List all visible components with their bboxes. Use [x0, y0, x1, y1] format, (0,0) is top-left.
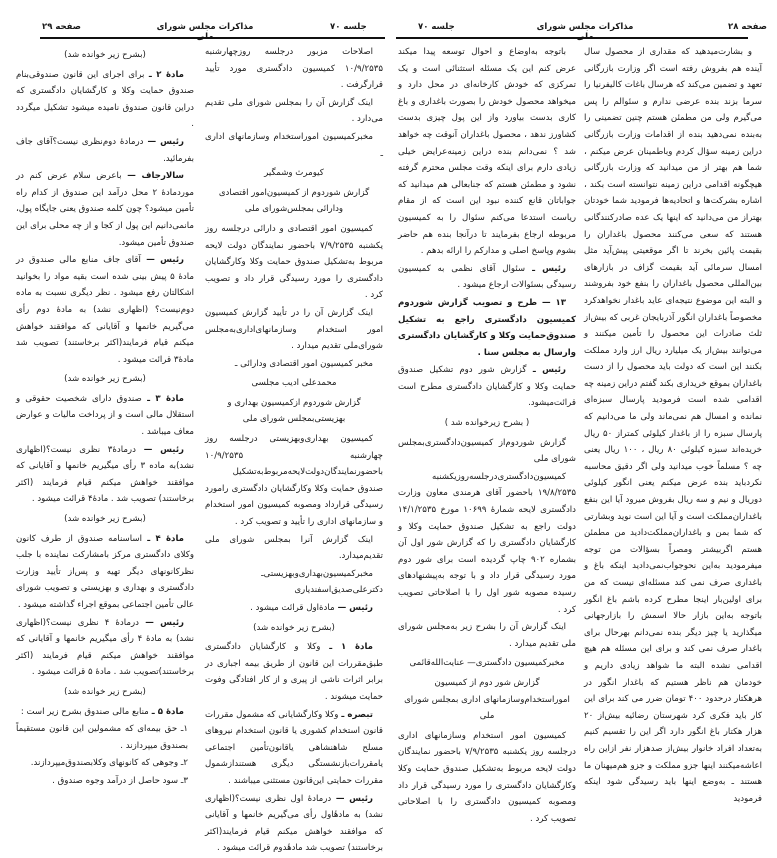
- paragraph-text: اینک گزارش آنرا بمجلس شورای ملی تقدیم‌میدارد.: [205, 534, 383, 562]
- paragraph-text: ۱۳ — طرح و تصویب گزارش شوردوم کمیسیون دادگستری راجع به تشکیل صندوق‌حمایت وکلا و کارگشایان دادگستری وارسال به مجلس سنا .: [398, 297, 576, 358]
- paragraph: [205, 305, 383, 355]
- paragraph-text: مادةاول قرائت میشود .: [250, 603, 335, 613]
- paragraph: [16, 755, 194, 772]
- paragraph: [16, 721, 194, 754]
- session-number: جلسه ۷۰: [418, 22, 455, 32]
- section-heading: [398, 295, 576, 361]
- paragraph-text: وکلا و کارگشایان دادگستری طبق‌مقررات این قانون از طریق بیمه اجباری در برابر اثرات ناشی از پیری و از کار افتادگی وفوت حمایت میشوند .: [205, 642, 383, 702]
- running-title: مذاکرات مجلس شورای: [536, 22, 634, 32]
- speaker-label: رئیس —: [331, 793, 373, 804]
- speaker-label: مادهٔ ۳ ـ: [141, 393, 184, 404]
- paragraph-text: ( بشرح زیرخوانده شد ): [444, 418, 530, 429]
- speaker-label: مادهٔ ۲ ـ: [144, 69, 185, 80]
- paragraph-text: مخبرکمیسیون‌بهداری‌وبهزیستی‌ـ دکترعلی‌صدیق‌اسفندیاری: [261, 568, 383, 596]
- paragraph: [205, 532, 383, 565]
- paragraph-text: کیومرث وشمگیر: [264, 168, 324, 179]
- paragraph-text: درمادهٔ ۴ نظری نیست؟(اظهاری نشد) به مادهٔ ۴ رأی میگیریم خانمها و آقایانی که موافقند خواهش میکنم قیام فرمایند (اکثر برخاستند)تصویب شد . مادهٔ ۵ قرائت میشود .: [16, 617, 194, 678]
- paragraph-text: اینک گزارش آن را بمجلس شورای ملی تقدیم می‌دارد .: [205, 97, 383, 125]
- paragraph-text: کمیسیون بهداری‌وبهزیستی درجلسه روز چهارشنبه ۱۰/۹/۲۵۳۵ باحضورنمایندگان‌دولت‌لایحه‌مربوط‌به‌تشکیل صندوق حمایت وکلا وکارگشایان دادگستری رامورد رسیدگی قرارداد ومصوبه کمیسیون امور استخدام و سازمانهای اداری را تأیید و تصویب کرد .: [205, 434, 383, 528]
- paragraph: [205, 44, 383, 94]
- paragraph-text: منابع مالی صندوق بشرح زیر است :: [20, 706, 149, 717]
- paragraph-text: مخبرکمیسیون دادگستری— عنایت‌الله‌قائمی: [409, 658, 565, 669]
- paragraph-text: مخبرکمیسیون اموراستخدام وسازمانهای اداری ـ: [205, 131, 383, 159]
- text-column-left: [16, 44, 194, 791]
- paragraph-text: (بشرح زیر خوانده شد): [64, 686, 146, 697]
- paragraph: [584, 44, 762, 807]
- speaker-label: رئیس ـ: [525, 263, 566, 274]
- speaker-label: رئیس ـ: [526, 365, 566, 376]
- speaker-label: سالارجاف —: [121, 171, 184, 182]
- speaker-label: تبصره ـ: [338, 709, 374, 720]
- paragraph-text: آقای جاف منابع مالی صندوق در مادهٔ ۵ پیش بینی شده است بقیه مواد را بخوانید اشکالتان رفع میشود . نظر دیگری نسبت به ماده دوم‌نیست؟ (اظهاری نشد) به مادهٔ دوم رأی می‌گیریم خانمها و آقایانی که موافقند خواهش میکنم قیام فرمایند(اکثر برخاستند) تصویب شد مادهٔ۳ قرائت میشود .: [16, 255, 194, 365]
- paragraph: [16, 773, 194, 790]
- paragraph-text: گزارش شوردوم‌از کمیسیون‌دادگستری‌بمجلس شورای ملی: [398, 437, 576, 465]
- paragraph-text: گزارش شوردوم ازکمیسیون بهداری و بهزیستی‌بمجلس شورای ملی: [227, 397, 361, 425]
- centered-line: [205, 620, 383, 637]
- running-title: مذاکرات مجلس شورای: [156, 22, 254, 32]
- paragraph: [16, 615, 194, 681]
- header-rule: [396, 37, 748, 39]
- centered-line: [16, 684, 194, 701]
- paragraph-text: سئوال آقای نظمی به کمیسیون رسیدگی بسئوالات ارجاع میشود .: [398, 263, 576, 291]
- speaker-label: مادهٔ ۵ ـ: [148, 706, 184, 717]
- paragraph-text: اینک گزارش آن را در تأیید گزارش کمیسیون امور استخدام وسازمانهای‌اداری‌به‌مجلس شورای‌ملی تقدیم میدارد .: [205, 307, 383, 352]
- page-number: صفحه ۲۸: [728, 22, 767, 32]
- paragraph-text: ۳ـ سود حاصل از درآمد وجوه صندوق .: [52, 775, 188, 786]
- centered-line: [398, 655, 576, 672]
- paragraph-text: برای اجرای این قانون صندوقی‌بنام صندوق حمایت وکلا و کارگشایان دادگستری که دراین قانون صندوق نامیده میشود تشکیل میگردد .: [16, 69, 194, 130]
- paragraph: [205, 600, 383, 617]
- paragraph: [205, 639, 383, 705]
- paragraph: [205, 566, 383, 599]
- paragraph: [16, 252, 194, 368]
- speaker-label: رئیس —: [334, 603, 373, 613]
- paragraph: [205, 129, 383, 162]
- centered-line: [16, 511, 194, 528]
- paragraph: [16, 704, 194, 721]
- paragraph-text: ۲ـ وجوهی که کانونهای وکلابصندوق‌میپردازند.: [30, 758, 188, 769]
- paragraph: [205, 707, 383, 790]
- paragraph: [398, 44, 576, 260]
- centered-line: [16, 47, 194, 64]
- paragraph-text: محمدعلی ادیب مجلسی: [251, 378, 337, 389]
- paragraph-text: کمیسیون امور اقتصادی و دارائی درجلسه روز یکشنبه ۷/۹/۲۵۳۵ باحضور نمایندگان دولت لایحه مربوط به‌تشکیل صندوق حمایت وکلا وکارگشایان دادگستری را مورد رسیدگی قرار داد و تصویب کرد .: [205, 223, 383, 301]
- paragraph: [398, 728, 576, 828]
- paragraph: [398, 619, 576, 652]
- paragraph: [398, 435, 576, 468]
- speaker-label: رئیس —: [143, 136, 184, 147]
- session-number: جلسه ۷۰: [330, 22, 367, 32]
- centered-line: [398, 415, 576, 432]
- text-column-right: [584, 44, 762, 808]
- header-rule: [40, 37, 385, 39]
- centered-line: [398, 675, 576, 725]
- page-29: [0, 0, 390, 854]
- paragraph-text: کمیسیون امور استخدام وسازمانهای اداری درجلسه روز یکشنبه ۷/۹/۲۵۳۵ باحضور نمایندگان دولت لایحه مربوط به‌تشکیل صندوق حمایت وکلا وکارگشایان دادگستری را مورد رسیدگی قرار داد ومصوبه کمیسیون دادگستری را با اصلاحاتی تصویب کرد .: [398, 730, 576, 824]
- speaker-label: رئیس —: [140, 255, 184, 266]
- paragraph-text: درمادهٔ۳ نظری نیست؟(اظهاری نشد)به ماده ۳ رأی میگیریم خانمها و آقایانی که موافقند خواهش میکنم قیام فرمایند (اکثر برخاستند) تصویب شد . مادهٔ۴ قرائت میشود .: [16, 444, 194, 505]
- paragraph-text: ۱ـ حق بیمه‌ای که مشمولین این قانون مستقیماً بصندوق میپردازند .: [16, 724, 188, 751]
- paragraph-text: اینک گزارش آن را بشرح زیر به‌مجلس شورای ملی تقدیم میدارد .: [398, 622, 576, 649]
- paragraph: [16, 531, 194, 614]
- paragraph: [205, 431, 383, 531]
- centered-line: [205, 165, 383, 182]
- text-column-left: [398, 44, 576, 828]
- paragraph-text: باعرض سلام عرض کنم در موردمادهٔ ۲ محل درآمد این صندوق از کدام راه تأمین میشود؟ چون کلمه صندوق یعنی جایگاه پول، مانمی‌دانیم این پول از کجا و از چه محلی برای این صندوق تأمین میشود.: [16, 171, 194, 248]
- speaker-label: رئیس —: [138, 617, 184, 628]
- paragraph: [205, 356, 383, 373]
- page-number: صفحه ۲۹: [42, 22, 81, 32]
- paragraph-text: (بشرح زیر خوانده شد): [253, 622, 335, 633]
- paragraph-text: باتوجه به‌اوضاع و احوال توسعه پیدا میکند عرض کنم این یک مسئله استثنائی است و یک تمرکزی که خودش کارخانه‌ای در محل دارد و میخواهد محصول خودش را بصورت باغداری و باغ کاری بدست بیاورد واز این پول چیزی بدست کشاورز ندهد ، محصول باغداران آنوقت چه خواهد شد ؟ نمی‌دانم بنده دراین زمینه‌عرایض خیلی زیادی دارم برای اینکه وقت مجلس محترم گرفته نشود و مطمئن هستم که جنابعالی هم میدانید که جواباتان قانع کننده نبود این است که از مقام ریاست استدعا می‌کنم سئوال را به کمیسیون مربوطه ارجاع بفرمایند تا درآنجا بنده هم حاضر بشوم وپاسخ اصلی و مدارکم را ارائه بدهم .: [398, 47, 576, 257]
- paragraph: [398, 261, 576, 294]
- centered-line: [16, 371, 194, 388]
- paragraph-text: گزارش شور دوم از کمیسیون اموراستخدام‌وسازمانهای اداری بمجلس شورای ملی: [404, 677, 570, 722]
- centered-line: [205, 395, 383, 428]
- text-column-right: [205, 44, 383, 858]
- paragraph-text: گزارش شوردوم از کمیسیون‌امور اقتصادی ودارائی بمجلس‌شورای ملی: [218, 187, 370, 215]
- paragraph-text: صندوق دارای شخصیت حقوقی و استقلال مالی است و از پرداخت مالیات و عوارض معاف میباشد .: [16, 393, 194, 438]
- paragraph-text: (بشرح زیر خوانده شد): [64, 374, 146, 385]
- paragraph: [398, 469, 576, 618]
- centered-line: [205, 185, 383, 218]
- speaker-label: مادهٔ ۱ ـ: [320, 642, 374, 653]
- paragraph-text: درمادهٔ اول نظری نیست؟(اظهاری نشد) به مادهٔاول رأی می‌گیریم خانمها و آقایانی که موافقند خواهش میکنم قیام فرمایند(اکثر برخاستند) تصویب شد مادهٔدوم قرائت میشود .: [205, 793, 383, 854]
- paragraph: [398, 362, 576, 412]
- paragraph: [16, 134, 194, 167]
- paragraph-text: اصلاحات مزبور درجلسه روزچهارشنبه ۱۰/۹/۲۵۳۵ کمیسیون دادگستری مورد تأیید قرارگرفت .: [205, 47, 383, 91]
- paragraph: [205, 791, 383, 857]
- centered-line: [205, 375, 383, 392]
- paragraph: [16, 391, 194, 441]
- paragraph-text: درمادهٔ دوم‌نظری نیست؟آقای جاف بفرمائید.: [16, 136, 194, 164]
- paragraph-text: و بشارت‌میدهید که مقداری از محصول سال آینده هم بفروش رفته است اگر وزارت بازرگانی تعهد و تضمین می‌کند که هرسال باغات کالیفرنیا را سرما بزند بنده عرضی ندارم و سئوالم را پس می‌گیرم ولی من مطمئن هستم چنین تضمینی را به‌بنده نمی‌دهید بنده از اقدامات وزارت بازرگانی دراین زمینه سؤال کردم وباطمینان عرض میکنم ، شما هم بهتر از من میدانید که وزارت بازرگانی هیچگونه اقدامی دراین زمینه نتوانسته است بکند ، اشاره بشرکت‌ها و اتحادیه‌ها فرمودید شما خودتان بهتراز من می‌دانید که اینها یک عده صادرکنندگانی هستند که سعی می‌کنند محصول باغداران را بقیمت پائین بخرند تا اگر موقعیتی پیش‌آید مثل امسال سرمائی آید بقیمت گزاف در بازارهای بین‌المللی محصول باغداران را بنفع خود بفروشند و البته این موضوع نتیجه‌ای عاید باغدار نخواهدکرد مخصوصاً باغداران انگور آذربایجان غربی که بیش‌از ثلث صادرات این محصول را تأمین میکنند و می‌توانند بیش‌از یک میلیارد ریال ارز وارد مملکت بکنند این است که دولت باید محصول را از دست باغداران بموقع خریداری بکند گفتم دراین زمینه چه اقدامی شده است فرمودید پارسال سبزه‌ای نمانده و امسال هم نمی‌ماند ولی ما می‌دانیم که پارسال سبزه را از باغدار کیلوئی کمتراز ۵۰ ریال خریده‌اند سبزه کیلوئی ۸۰ ریال ، ۱۰۰ ریال یعنی چه ؟ مسلماً خوب میدانید ولی اگر دقیق محاسبه نکردباید بنده عرض میکنم یعنی انگور کیلوئی دوریال و نیم و سه ریال بفروش میرود آیا این بنفع باغداران‌مملکت است و آیا این است نوید وبشارتی که شما بمن و باغداران‌مملکت‌دادید من مطمئن هستم اگربیشتر ومصراً بسؤالات من توجه میفرمودید به‌این نحوجواب‌نمی‌دادید اینکه باغ و باغداری صرف نمی کند مسئله‌ای نیست که من برای اولین‌بار اینجا مطرح کرده باشم باغ انگور باتوجه به‌این بازار حالا اسمش را بازارجهانی میگذارید یا چیز دیگر بنده نمی‌دانم بهرحال برای باغدار صرف نمی کند و برای این مسئله هم هیچ اقدامی نشده البته ما شواهد زیادی داریم و خودمان هم ناظر هستیم که باغدار انگور در هرهکتار درحدود ۴۰۰ تومان ضرر می کند برای این کار باید فکری کرد شهرستان رضائیه بیش‌از ۲۰ هزار هکتار باغ انگور دارد اگر این را تقسیم کنیم به‌تعداد افراد خانوار بیش‌از صدهزار نفر ازاین راه اعاشه‌میکنند اینها جزو مملکت و جزو هم‌میهنان ما هستند ـ به‌وضع اینها باید رسیدگی شود اینکه فرمودید: [584, 47, 762, 804]
- page-28: [390, 0, 777, 824]
- paragraph: [16, 442, 194, 508]
- paragraph-text: اساسنامه صندوق از طرف کانون وکلای دادگستری مرکز بامشارکت نماینده با جلب نظرکانونهای دیگر تهیه و پس‌از تأیید وزارت دادگستری و بهداری و بهزیستی و تصویب شورای عالی تأمین اجتماعی بموقع اجراء گذاشته میشود .: [16, 533, 194, 610]
- paragraph: [16, 168, 194, 251]
- paragraph-text: وکلا وکارگشایانی که مشمول مقررات قانون استخدام کشوری یا قانون استخدام نیروهای مسلح شاهنشاهی یاقانون‌تأمین اجتماعی یامقررات‌بازنشستگی دیگری هستندازشمول مقررات حمایتی این‌قانون مستثنی میباشند .: [205, 709, 383, 786]
- speaker-label: مادهٔ ۴ ـ: [141, 533, 185, 544]
- paragraph: [205, 221, 383, 304]
- paragraph-text: گزارش شور دوم تشکیل صندوق حمایت وکلا و کارگشایان دادگستری مطرح است قرائت‌میشود.: [398, 365, 576, 409]
- paragraph-text: کمیسیون‌دادگستری‌درجلسه‌روزیکشنبه ۱۹/۸/۲۵۳۵ باحضور آقای هرمندی معاون وزارت دادگستری لایحه شمارهٔ ۱۰۶۹۹ مورخ ۱۴/۱/۲۵۳۵ دولت راجع به تشکیل صندوق حمایت وکلا و کارگشایان دادگستری را که گزارش شور اول آن بشماره ۹۰۲ چاپ گردیده است برای شور دوم مورد رسیدگی قرار داد و با توجه به‌پیشنهادهای رسیده مصوبه شور اول را با اصلاحاتی تصویب کرد .: [398, 471, 577, 615]
- paragraph: [16, 67, 194, 133]
- speaker-label: رئیس —: [135, 444, 184, 455]
- paragraph: [205, 95, 383, 128]
- paragraph-text: مخبر کمیسیون امور اقتصادی ودارائی ـ: [234, 358, 373, 369]
- paragraph-text: (بشرح زیر خوانده شد): [64, 50, 146, 60]
- paragraph-text: (بشرح زیر خوانده شد): [64, 514, 146, 525]
